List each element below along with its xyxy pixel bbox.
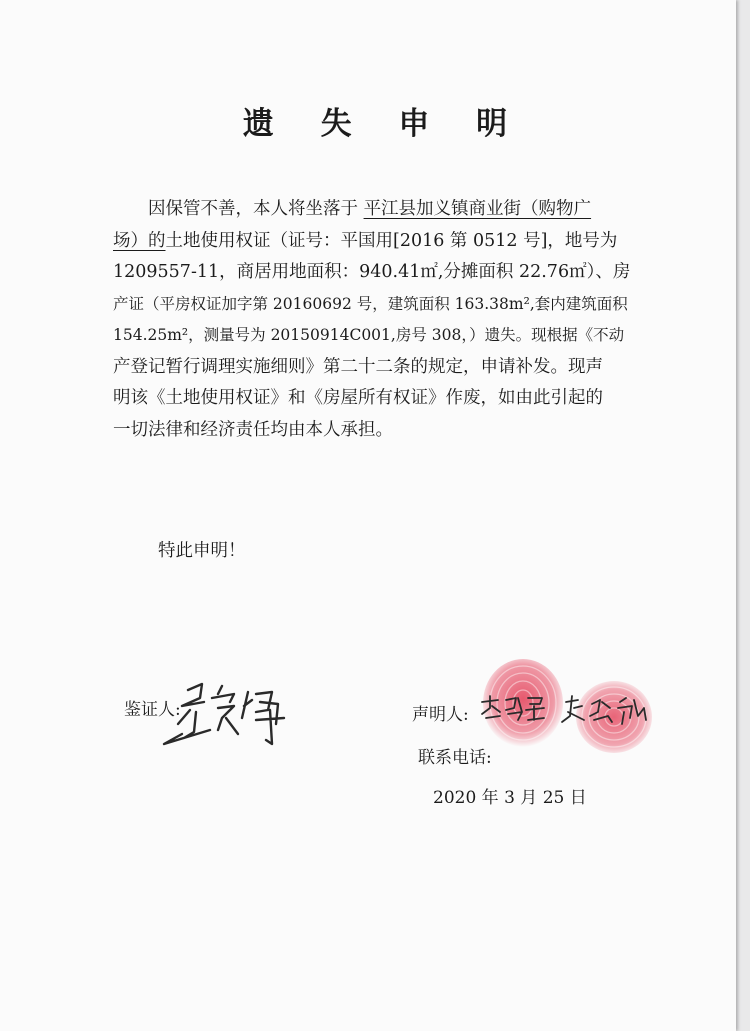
body-line-8: 一切法律和经济责任均由本人承担。 — [113, 419, 393, 440]
special-statement: 特此申明！ — [158, 541, 246, 561]
body-line-7: 明该《土地使用权证》和《房屋所有权证》作废，如由此引起的 — [113, 388, 603, 408]
contact-phone-label: 联系电话: — [418, 748, 492, 768]
body-line-6: 产登记暂行调理实施细则》第二十二条的规定，申请补发。现声 — [113, 356, 603, 377]
declarer-signature-2 — [560, 694, 650, 730]
declaration-date: 2020 年 3 月 25 日 — [433, 788, 587, 808]
body-line-5: 154.25m²，测量号为 20150914C001,房号 308，）遗失。现根据《不动 — [113, 326, 625, 344]
document-title: 遗 失 申 明 — [242, 106, 526, 142]
body-line-4: 产证（平房权证加字第 20160692 号，建筑面积 163.38m²,套内建筑面积 — [113, 294, 628, 313]
body-line-3: 1209557-11，商居用地面积：940.41㎡,分摊面积 22.76㎡）、房 — [113, 262, 631, 282]
declarer-signature-1 — [478, 692, 548, 726]
body-line-2: 场）的土地使用权证（证号：平国用[2016 第 0512 号]，地号为 — [113, 230, 618, 251]
declarer-label: 声明人: — [412, 705, 469, 725]
witness-signature — [160, 672, 300, 762]
declaration-body — [113, 194, 638, 446]
witness-label: 鉴证人: — [124, 700, 181, 720]
body-line-1: 因保管不善，本人将坐落于 平江县加义镇商业街（购物广 — [148, 199, 592, 219]
